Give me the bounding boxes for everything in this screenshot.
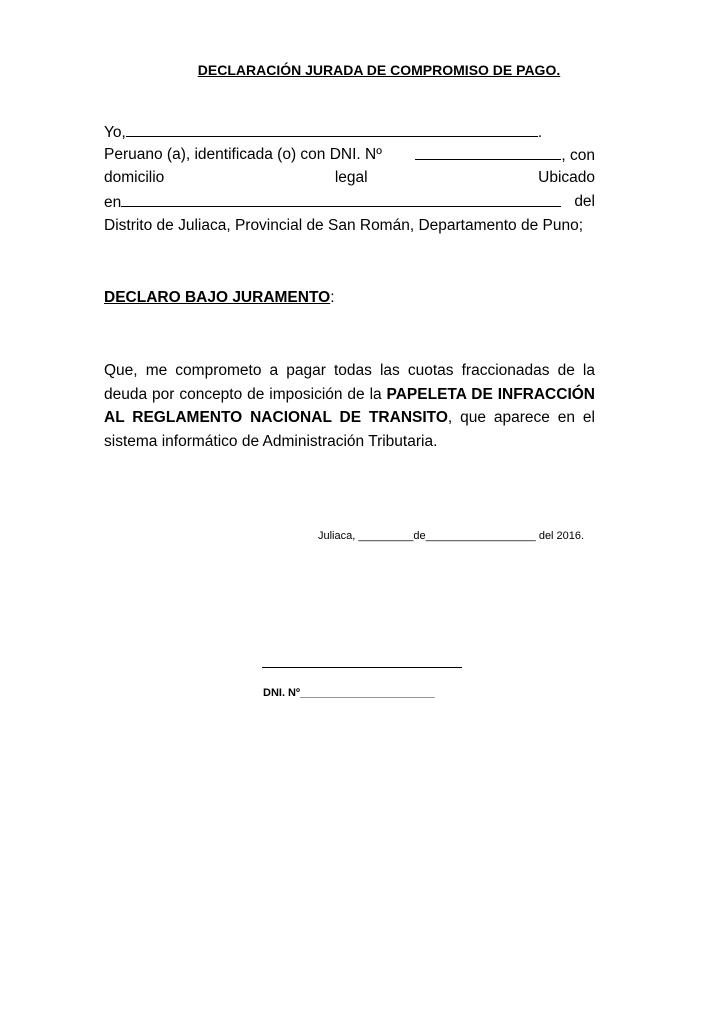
dni-blank-group xyxy=(415,145,595,166)
dni-suffix: , con xyxy=(561,147,595,164)
document-title: DECLARACIÓN JURADA DE COMPROMISO DE PAGO. xyxy=(197,62,561,78)
name-line xyxy=(104,122,595,143)
name-prefix: Yo, xyxy=(104,124,126,141)
address-group xyxy=(104,192,561,213)
paragraph-bold: PAPELETA DE INFRACCIÓN AL REGLAMENTO NACIONAL DE TRANSITO xyxy=(104,385,595,426)
address-suffix: del xyxy=(574,193,595,210)
domicilio-row xyxy=(104,168,595,188)
address-blank xyxy=(121,192,561,207)
name-blank xyxy=(126,122,538,137)
dni-blank xyxy=(415,145,561,160)
domicilio-word: domicilio xyxy=(104,169,165,186)
declaro-heading-text: DECLARO BAJO JURAMENTO xyxy=(104,289,331,306)
commitment-paragraph xyxy=(104,359,595,453)
signature-line xyxy=(262,667,462,668)
dni-line-row xyxy=(104,145,595,166)
address-row xyxy=(104,192,595,213)
date-line: Juliaca, _________de__________________ del 2016. xyxy=(318,530,585,542)
legal-word: legal xyxy=(334,169,368,186)
paragraph-part-1: Que, me comprometo a pagar todas las cuotas fraccionadas de la deuda por concepto de imposición de la xyxy=(104,362,595,403)
name-suffix: . xyxy=(537,124,543,141)
dni-prefix: Peruano (a), identificada (o) con DNI. Nº xyxy=(104,146,382,163)
signature-dni: DNI. Nº______________________ xyxy=(263,687,435,699)
district-line: Distrito de Juliaca, Provincial de San Román, Departamento de Puno; xyxy=(104,217,584,234)
declaro-heading xyxy=(104,289,335,307)
declaro-colon: : xyxy=(330,289,335,306)
address-prefix: en xyxy=(104,194,122,211)
paragraph-part-2: , que aparece en el sistema informático de Administración Tributaria. xyxy=(104,409,595,450)
ubicado-word: Ubicado xyxy=(538,169,595,186)
